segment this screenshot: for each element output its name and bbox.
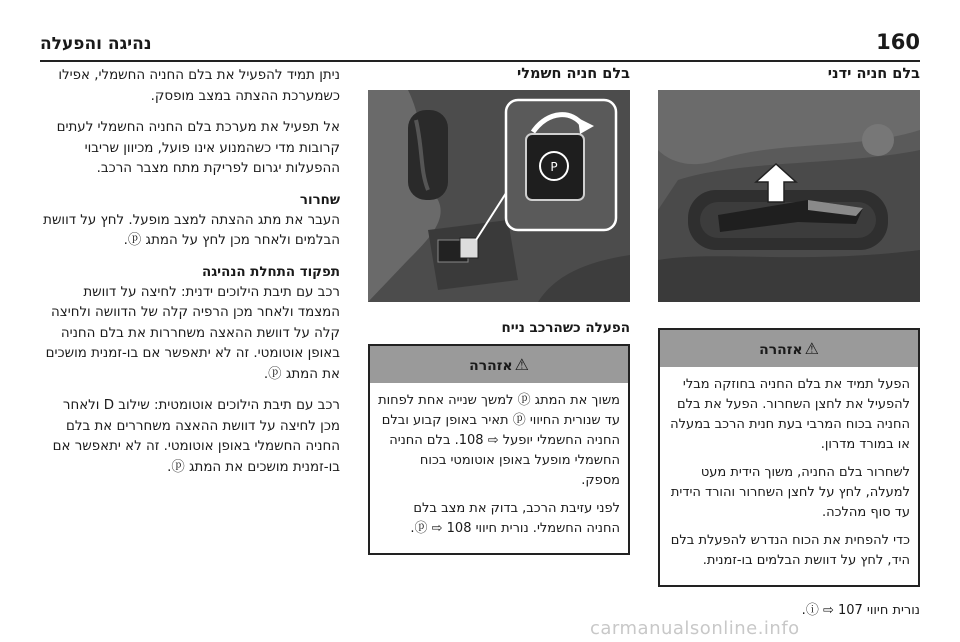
subheading-drive-away: תפקוד התחלת הנהיגה	[202, 264, 340, 280]
section-subtitle-stationary: הפעלה כשהרכב נייח	[501, 320, 630, 336]
body-paragraph: ניתן תמיד להפעיל את בלם החניה החשמלי, אפילו כשמערכת ההצתה במצב מופסק.	[58, 68, 340, 104]
warning-title: אזהרה	[759, 342, 803, 358]
warning-triangle-icon: ⚠	[804, 339, 819, 358]
body-paragraph: העבר את מתג ההצתה למצב מופעל. לחץ על דוושת הבלמים ולאחר מכן לחץ על המתג ⓟ.	[43, 212, 340, 248]
warning-body	[660, 367, 918, 585]
warning-title: אזהרה	[469, 358, 513, 374]
page-title: נהיגה והפעלה	[40, 34, 152, 54]
indicator-reference: נורית חיווי ⓘ ⇨ 107.	[801, 603, 920, 618]
subheading-release: שחרור	[299, 192, 340, 208]
section-title-electric-brake: בלם חניה חשמלי	[516, 66, 630, 82]
body-paragraph: רכב עם תיבת הילוכים ידנית: לחיצה על דוושת המצמד ולאחר מכן הרפיה קלה של הדוושה ולחיצה קלה על דוושת ההאצה משחררות את בלם החניה באופן אוטומטי. זה לא יתאפשר אם בו-זמנית מושכים את המתג ⓟ.	[45, 284, 340, 382]
electric-brake-photo	[368, 90, 630, 302]
warning-box-electric	[368, 344, 630, 555]
warning-paragraph: משוך את המתג ⓟ למשך שנייה אחת לפחות עד שנורית החיווי ⓟ תאיר באופן קבוע ובלם החניה החשמלי יופעל ⇨ 108. בלם החניה החשמלי מופעל באופן אוטומטי בכוח מספק.	[378, 393, 620, 488]
warning-body	[370, 383, 628, 553]
section-title-manual-brake: בלם חניה ידני	[827, 66, 920, 82]
page-number: 160	[876, 30, 920, 54]
handbrake-illustration	[658, 90, 920, 302]
warning-header	[660, 330, 918, 367]
column-manual-parking-brake	[658, 66, 920, 618]
handbrake-photo	[658, 90, 920, 302]
watermark: carmanualsonline.info	[590, 618, 800, 639]
warning-paragraph: כדי להפחית את הכוח הנדרש להפעלת בלם היד, לחץ על דוושת הבלמים בו-זמנית.	[670, 533, 910, 568]
body-paragraph: אל תפעיל את מערכת בלם החניה החשמלי לעתים קרובות מדי כשהמנוע אינו פועל, מכיוון שריבוי ההפעלות יגרום לפריקת מתח מצבר הרכב.	[56, 120, 340, 176]
warning-paragraph: לפני עזיבת הרכב, בדוק את מצב בלם החניה החשמלי. נורית חיווי ⓟ ⇨ 108.	[410, 501, 620, 536]
warning-paragraph: לשחרור בלם החניה, משוך הידית מעט למעלה, לחץ על לחצן השחרור והורד הידית עד סוף מהלכה.	[670, 465, 910, 520]
electric-brake-illustration	[368, 90, 630, 302]
column-electric-brake-text	[40, 66, 340, 489]
warning-paragraph: הפעל תמיד את בלם החניה בחוזקה מבלי להפעיל את לחצן השחרור. הפעל את בלם החניה בכוח המרבי בעת חנית הרכב במעלה או במורד מדרון.	[670, 377, 910, 452]
warning-header	[370, 346, 628, 383]
column-electric-parking-brake	[368, 66, 630, 555]
warning-box-manual	[658, 328, 920, 587]
warning-triangle-icon: ⚠	[514, 355, 529, 374]
page-header	[40, 26, 920, 62]
body-paragraph: רכב עם תיבת הילוכים אוטומטית: שילוב D ולאחר מכן לחיצה על דוושת ההאצה משחררים את בלם החניה החשמלי באופן אוטומטי. זה לא יתאפשר אם בו-זמנית מושכים את המתג ⓟ.	[52, 398, 340, 475]
svg-text:P: P	[550, 160, 558, 174]
